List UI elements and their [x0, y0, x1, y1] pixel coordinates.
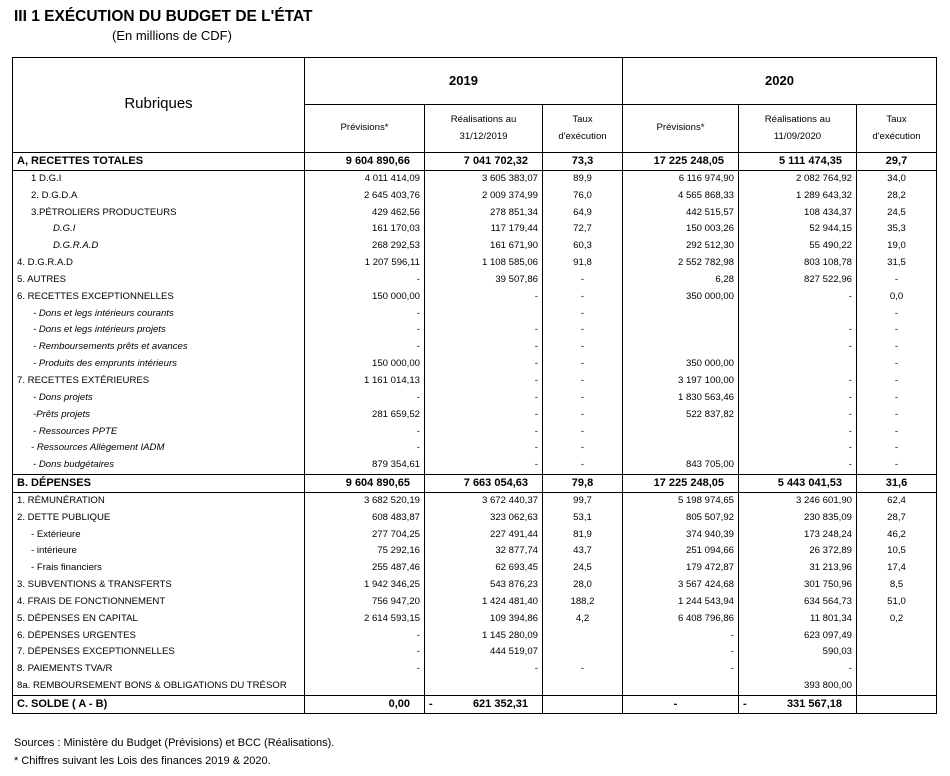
cell-prev-2020: 843 705,00 — [623, 457, 739, 474]
cell-real-2019: 7 041 702,32 — [425, 153, 543, 171]
cell-prev-2020 — [623, 424, 739, 441]
cell-real-2020: 301 750,96 — [739, 577, 857, 594]
cell-taux-2020: - — [857, 390, 937, 407]
table-row — [13, 205, 937, 222]
cell-real-2020: 2 082 764,92 — [739, 170, 857, 187]
row-label: 2. DETTE PUBLIQUE — [13, 510, 305, 527]
row-label: - Frais financiers — [13, 560, 305, 577]
cell-value: 331 567,18 — [786, 698, 842, 710]
cell-real-2020: - — [739, 322, 857, 339]
table-row — [13, 373, 937, 390]
cell-taux-2019: - — [543, 272, 623, 289]
cell-taux-2019: - — [543, 424, 623, 441]
cell-taux-2019 — [543, 628, 623, 645]
table-row — [13, 661, 937, 678]
cell-real-2019: - — [425, 339, 543, 356]
cell-real-2020 — [739, 356, 857, 373]
cell-taux-2020: 17,4 — [857, 560, 937, 577]
cell-real-2020: 26 372,89 — [739, 543, 857, 560]
cell-real-2020: 11 801,34 — [739, 611, 857, 628]
cell-prev-2019: - — [305, 644, 425, 661]
row-label: - Remboursements prêts et avances — [13, 339, 305, 356]
cell-taux-2020: 24,5 — [857, 205, 937, 222]
cell-prev-2019: - — [305, 440, 425, 457]
cell-taux-2020: 34,0 — [857, 170, 937, 187]
cell-prev-2019: 1 942 346,25 — [305, 577, 425, 594]
cell-prev-2020: 150 003,26 — [623, 221, 739, 238]
cell-real-2020: - — [739, 373, 857, 390]
cell-taux-2019 — [543, 696, 623, 714]
cell-prev-2020: 350 000,00 — [623, 356, 739, 373]
row-label: - Dons et legs intérieurs projets — [13, 322, 305, 339]
cell-taux-2019: 89,9 — [543, 170, 623, 187]
row-label: 4. FRAIS DE FONCTIONNEMENT — [13, 594, 305, 611]
table-row — [13, 628, 937, 645]
cell-real-2020: 108 434,37 — [739, 205, 857, 222]
cell-real-2019: - — [425, 390, 543, 407]
cell-prev-2020: 2 552 782,98 — [623, 255, 739, 272]
cell-taux-2020 — [857, 678, 937, 695]
cell-real-2020: - — [739, 424, 857, 441]
table-row — [13, 153, 937, 171]
cell-prev-2020: 5 198 974,65 — [623, 492, 739, 509]
cell-prev-2020 — [623, 440, 739, 457]
cell-prev-2020: 6 116 974,90 — [623, 170, 739, 187]
cell-taux-2020: - — [857, 322, 937, 339]
cell-taux-2020: - — [857, 306, 937, 323]
cell-taux-2020: 35,3 — [857, 221, 937, 238]
cell-real-2020: - — [739, 440, 857, 457]
table-row — [13, 339, 937, 356]
cell-real-2019: - — [425, 424, 543, 441]
cell-real-2020: 623 097,49 — [739, 628, 857, 645]
row-label: A, RECETTES TOTALES — [13, 153, 305, 171]
cell-real-2019: 1 108 585,06 — [425, 255, 543, 272]
sign-marker: - — [743, 698, 747, 710]
cell-taux-2019: 4,2 — [543, 611, 623, 628]
row-label: -Prêts projets — [13, 407, 305, 424]
cell-prev-2019: 3 682 520,19 — [305, 492, 425, 509]
row-label: 3.PÉTROLIERS PRODUCTEURS — [13, 205, 305, 222]
cell-prev-2020: 442 515,57 — [623, 205, 739, 222]
header-year-2019: 2019 — [305, 58, 623, 105]
table-row — [13, 475, 937, 493]
cell-real-2019: 543 876,23 — [425, 577, 543, 594]
cell-real-2019: 1 424 481,40 — [425, 594, 543, 611]
cell-real-2020: 393 800,00 — [739, 678, 857, 695]
cell-taux-2019: 73,3 — [543, 153, 623, 171]
table-row — [13, 510, 937, 527]
cell-taux-2020: 62,4 — [857, 492, 937, 509]
cell-real-2020: - — [739, 289, 857, 306]
cell-real-2020: 634 564,73 — [739, 594, 857, 611]
cell-taux-2020: 31,5 — [857, 255, 937, 272]
table-row — [13, 255, 937, 272]
cell-taux-2020 — [857, 644, 937, 661]
table-row — [13, 306, 937, 323]
cell-prev-2019: 255 487,46 — [305, 560, 425, 577]
table-row — [13, 527, 937, 544]
cell-prev-2020: 3 197 100,00 — [623, 373, 739, 390]
header-taux-2020: Taux d'exécution — [857, 105, 937, 153]
cell-taux-2020: 28,2 — [857, 188, 937, 205]
cell-real-2020: - — [739, 457, 857, 474]
cell-prev-2020: - — [623, 628, 739, 645]
cell-taux-2019: 60,3 — [543, 238, 623, 255]
cell-prev-2020: 3 567 424,68 — [623, 577, 739, 594]
cell-prev-2019: 0,00 — [305, 696, 425, 714]
row-label: D.G.R.A.D — [13, 238, 305, 255]
table-row — [13, 170, 937, 187]
cell-real-2020: 230 835,09 — [739, 510, 857, 527]
cell-real-2019: 62 693,45 — [425, 560, 543, 577]
cell-taux-2019: 53,1 — [543, 510, 623, 527]
cell-taux-2019: - — [543, 306, 623, 323]
row-label: 1. RÉMUNÉRATION — [13, 492, 305, 509]
cell-prev-2019: 281 659,52 — [305, 407, 425, 424]
header-prev-2019: Prévisions* — [305, 105, 425, 153]
row-label: - Extérieure — [13, 527, 305, 544]
cell-taux-2019: - — [543, 339, 623, 356]
cell-real-2020: 827 522,96 — [739, 272, 857, 289]
cell-taux-2020: - — [857, 457, 937, 474]
table-row — [13, 322, 937, 339]
header-taux-2019: Taux d'exécution — [543, 105, 623, 153]
cell-prev-2020: 522 837,82 — [623, 407, 739, 424]
table-row — [13, 238, 937, 255]
cell-taux-2019: 64,9 — [543, 205, 623, 222]
row-label: - Dons projets — [13, 390, 305, 407]
cell-taux-2020: - — [857, 356, 937, 373]
cell-prev-2020: 251 094,66 — [623, 543, 739, 560]
table-row — [13, 678, 937, 695]
cell-real-2020: - — [739, 407, 857, 424]
cell-prev-2020: - — [623, 696, 739, 714]
cell-taux-2019: 99,7 — [543, 492, 623, 509]
cell-prev-2019: 608 483,87 — [305, 510, 425, 527]
table-row — [13, 594, 937, 611]
cell-taux-2020: 31,6 — [857, 475, 937, 493]
cell-prev-2019: - — [305, 424, 425, 441]
cell-prev-2019: - — [305, 272, 425, 289]
cell-real-2020: - — [739, 339, 857, 356]
header-rubriques: Rubriques — [13, 58, 305, 153]
row-label: 4. D.G.R.A.D — [13, 255, 305, 272]
cell-prev-2019: 150 000,00 — [305, 356, 425, 373]
cell-prev-2019: 161 170,03 — [305, 221, 425, 238]
row-label: - Produits des emprunts intérieurs — [13, 356, 305, 373]
cell-taux-2019: 79,8 — [543, 475, 623, 493]
cell-taux-2019: 72,7 — [543, 221, 623, 238]
header-year-2020: 2020 — [623, 58, 937, 105]
budget-table — [12, 57, 937, 714]
cell-taux-2019: - — [543, 322, 623, 339]
cell-taux-2019: 24,5 — [543, 560, 623, 577]
cell-real-2019: 3 605 383,07 — [425, 170, 543, 187]
cell-real-2019: 32 877,74 — [425, 543, 543, 560]
cell-taux-2019: - — [543, 390, 623, 407]
cell-real-2019: 109 394,86 — [425, 611, 543, 628]
cell-real-2020: 31 213,96 — [739, 560, 857, 577]
cell-real-2019: 3 672 440,37 — [425, 492, 543, 509]
cell-real-2020: - — [739, 390, 857, 407]
cell-real-2019: - — [425, 457, 543, 474]
cell-prev-2019: 277 704,25 — [305, 527, 425, 544]
cell-real-2019: - — [425, 661, 543, 678]
cell-prev-2020 — [623, 306, 739, 323]
cell-taux-2019: 43,7 — [543, 543, 623, 560]
table-row — [13, 424, 937, 441]
table-row — [13, 272, 937, 289]
cell-prev-2020: 4 565 868,33 — [623, 188, 739, 205]
cell-prev-2020: 6,28 — [623, 272, 739, 289]
cell-prev-2019: 2 614 593,15 — [305, 611, 425, 628]
cell-prev-2019: 1 207 596,11 — [305, 255, 425, 272]
cell-real-2019: - — [425, 356, 543, 373]
cell-prev-2019: 9 604 890,66 — [305, 153, 425, 171]
cell-taux-2019: 76,0 — [543, 188, 623, 205]
cell-real-2020: 52 944,15 — [739, 221, 857, 238]
cell-taux-2020: 51,0 — [857, 594, 937, 611]
footer-sources: Sources : Ministère du Budget (Prévisions) et BCC (Réalisations). — [14, 737, 335, 749]
cell-taux-2019: 81,9 — [543, 527, 623, 544]
cell-taux-2020: 19,0 — [857, 238, 937, 255]
cell-taux-2019: - — [543, 407, 623, 424]
cell-taux-2020: - — [857, 424, 937, 441]
table-row — [13, 457, 937, 474]
cell-real-2020: 5 443 041,53 — [739, 475, 857, 493]
cell-real-2019: - — [425, 289, 543, 306]
sign-marker: - — [429, 698, 433, 710]
table-row — [13, 440, 937, 457]
cell-prev-2019: 879 354,61 — [305, 457, 425, 474]
table-row — [13, 611, 937, 628]
row-label: 6. RECETTES EXCEPTIONNELLES — [13, 289, 305, 306]
cell-taux-2020 — [857, 696, 937, 714]
cell-prev-2019: 75 292,16 — [305, 543, 425, 560]
cell-taux-2020: 8,5 — [857, 577, 937, 594]
cell-taux-2019: - — [543, 356, 623, 373]
cell-taux-2020: 10,5 — [857, 543, 937, 560]
cell-prev-2019: - — [305, 339, 425, 356]
row-label: 6. DÉPENSES URGENTES — [13, 628, 305, 645]
cell-real-2020: 5 111 474,35 — [739, 153, 857, 171]
cell-taux-2019: - — [543, 661, 623, 678]
row-label: - intérieure — [13, 543, 305, 560]
cell-prev-2020: 6 408 796,86 — [623, 611, 739, 628]
row-label: 3. SUBVENTIONS & TRANSFERTS — [13, 577, 305, 594]
footer-note: * Chiffres suivant les Lois des finances 2019 & 2020. — [14, 755, 271, 767]
row-label: - Ressources Allègement IADM — [13, 440, 305, 457]
table-row — [13, 577, 937, 594]
cell-real-2020: 1 289 643,32 — [739, 188, 857, 205]
row-label: 1 D.G.I — [13, 170, 305, 187]
cell-prev-2019: 9 604 890,65 — [305, 475, 425, 493]
cell-taux-2019 — [543, 678, 623, 695]
row-label: 5. AUTRES — [13, 272, 305, 289]
cell-taux-2019 — [543, 644, 623, 661]
cell-taux-2020: 29,7 — [857, 153, 937, 171]
cell-taux-2020: 28,7 — [857, 510, 937, 527]
cell-prev-2020: 1 244 543,94 — [623, 594, 739, 611]
cell-prev-2019: - — [305, 322, 425, 339]
cell-real-2020 — [739, 306, 857, 323]
cell-real-2019: 7 663 054,63 — [425, 475, 543, 493]
cell-prev-2020: 292 512,30 — [623, 238, 739, 255]
cell-taux-2019: 188,2 — [543, 594, 623, 611]
cell-prev-2019: 2 645 403,76 — [305, 188, 425, 205]
cell-real-2019 — [425, 678, 543, 695]
cell-real-2019: 1 145 280,09 — [425, 628, 543, 645]
cell-real-2019: - — [425, 322, 543, 339]
row-label: 7. DÉPENSES EXCEPTIONNELLES — [13, 644, 305, 661]
cell-real-2020: 803 108,78 — [739, 255, 857, 272]
cell-real-2020: 55 490,22 — [739, 238, 857, 255]
table-row — [13, 221, 937, 238]
cell-taux-2019: - — [543, 289, 623, 306]
cell-taux-2019: - — [543, 457, 623, 474]
cell-taux-2020: 0,0 — [857, 289, 937, 306]
header-real-2020: Réalisations au 11/09/2020 — [739, 105, 857, 153]
cell-taux-2019: 91,8 — [543, 255, 623, 272]
row-label: 2. D.G.D.A — [13, 188, 305, 205]
cell-real-2019: 227 491,44 — [425, 527, 543, 544]
table-row — [13, 560, 937, 577]
cell-prev-2019: 429 462,56 — [305, 205, 425, 222]
cell-taux-2019: - — [543, 373, 623, 390]
cell-real-2019: 117 179,44 — [425, 221, 543, 238]
table-row — [13, 407, 937, 424]
header-prev-2020: Prévisions* — [623, 105, 739, 153]
cell-real-2019: 444 519,07 — [425, 644, 543, 661]
cell-prev-2020: 805 507,92 — [623, 510, 739, 527]
cell-prev-2019: - — [305, 661, 425, 678]
cell-prev-2020: 350 000,00 — [623, 289, 739, 306]
cell-real-2019: - — [425, 440, 543, 457]
cell-taux-2020: 46,2 — [857, 527, 937, 544]
row-label: - Ressources PPTE — [13, 424, 305, 441]
cell-prev-2019: 4 011 414,09 — [305, 170, 425, 187]
header-real-2019: Réalisations au 31/12/2019 — [425, 105, 543, 153]
cell-prev-2020 — [623, 678, 739, 695]
cell-real-2019: 278 851,34 — [425, 205, 543, 222]
table-body — [13, 153, 937, 714]
cell-prev-2019: - — [305, 628, 425, 645]
row-label: - Dons et legs intérieurs courants — [13, 306, 305, 323]
cell-prev-2020: 17 225 248,05 — [623, 153, 739, 171]
cell-taux-2020: - — [857, 440, 937, 457]
cell-taux-2020 — [857, 661, 937, 678]
table-row — [13, 696, 937, 714]
row-label: 8. PAIEMENTS TVA/R — [13, 661, 305, 678]
cell-taux-2019: - — [543, 440, 623, 457]
cell-real-2019 — [425, 696, 543, 714]
cell-real-2019: 161 671,90 — [425, 238, 543, 255]
table-row — [13, 543, 937, 560]
cell-real-2020 — [739, 696, 857, 714]
cell-prev-2019: - — [305, 390, 425, 407]
cell-prev-2019: 756 947,20 — [305, 594, 425, 611]
cell-real-2019 — [425, 306, 543, 323]
cell-real-2019: 39 507,86 — [425, 272, 543, 289]
cell-prev-2020 — [623, 339, 739, 356]
table-row — [13, 390, 937, 407]
table-row — [13, 356, 937, 373]
cell-prev-2020: 17 225 248,05 — [623, 475, 739, 493]
page-title: III 1 EXÉCUTION DU BUDGET DE L'ÉTAT — [14, 8, 313, 25]
table-row — [13, 644, 937, 661]
row-label: - Dons budgétaires — [13, 457, 305, 474]
cell-real-2019: - — [425, 373, 543, 390]
row-label: 8a. REMBOURSEMENT BONS & OBLIGATIONS DU TRÉSOR — [13, 678, 305, 695]
cell-taux-2020: - — [857, 373, 937, 390]
row-label: 7. RECETTES EXTÉRIEURES — [13, 373, 305, 390]
cell-prev-2020 — [623, 322, 739, 339]
cell-prev-2019 — [305, 678, 425, 695]
cell-prev-2020: 179 472,87 — [623, 560, 739, 577]
row-label: D.G.I — [13, 221, 305, 238]
table-row — [13, 188, 937, 205]
cell-taux-2020: 0,2 — [857, 611, 937, 628]
cell-prev-2020: - — [623, 661, 739, 678]
cell-real-2019: 323 062,63 — [425, 510, 543, 527]
row-label: B. DÉPENSES — [13, 475, 305, 493]
cell-real-2019: - — [425, 407, 543, 424]
table-row — [13, 289, 937, 306]
cell-prev-2020: 1 830 563,46 — [623, 390, 739, 407]
cell-taux-2020: - — [857, 272, 937, 289]
page-subtitle: (En millions de CDF) — [112, 28, 232, 43]
table-row — [13, 492, 937, 509]
cell-prev-2019: 1 161 014,13 — [305, 373, 425, 390]
cell-real-2020: 173 248,24 — [739, 527, 857, 544]
row-label: 5. DÉPENSES EN CAPITAL — [13, 611, 305, 628]
cell-prev-2019: - — [305, 306, 425, 323]
cell-prev-2019: 268 292,53 — [305, 238, 425, 255]
cell-value: 621 352,31 — [472, 698, 528, 710]
cell-prev-2019: 150 000,00 — [305, 289, 425, 306]
cell-real-2020: - — [739, 661, 857, 678]
cell-taux-2020: - — [857, 339, 937, 356]
cell-real-2019: 2 009 374,99 — [425, 188, 543, 205]
cell-real-2020: 3 246 601,90 — [739, 492, 857, 509]
cell-taux-2020 — [857, 628, 937, 645]
cell-taux-2020: - — [857, 407, 937, 424]
row-label: C. SOLDE ( A - B) — [13, 696, 305, 714]
cell-taux-2019: 28,0 — [543, 577, 623, 594]
cell-prev-2020: - — [623, 644, 739, 661]
cell-real-2020: 590,03 — [739, 644, 857, 661]
cell-prev-2020: 374 940,39 — [623, 527, 739, 544]
